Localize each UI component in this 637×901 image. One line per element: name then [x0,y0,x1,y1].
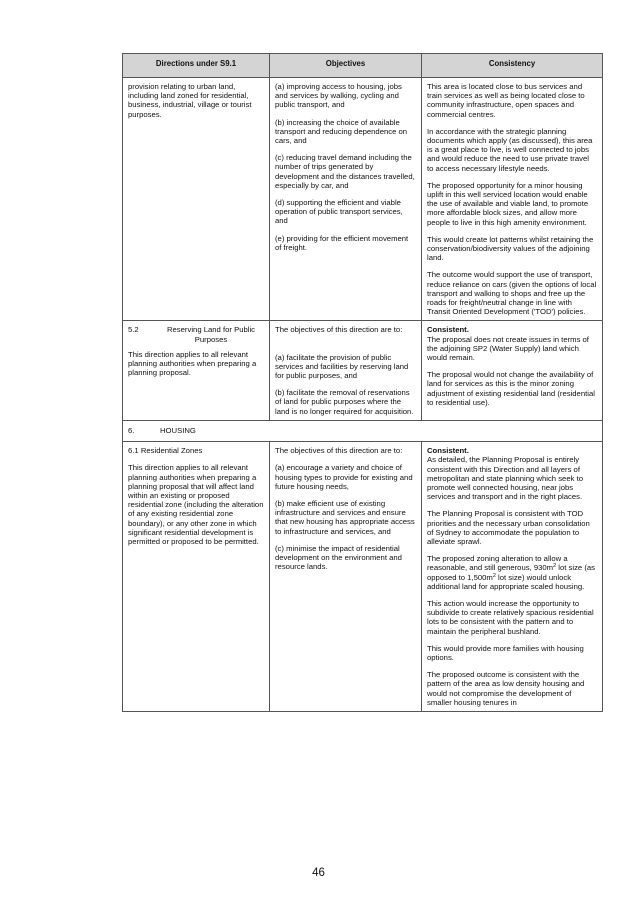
objective-item: (c) reducing travel demand including the number of trips generated by development and the distances travelled, especially by car, and [275,153,415,190]
consistency-paragraph: The proposed outcome is consistent with the pattern of the area as low density housing and would not compromise the development of smaller housing tenures in [427,670,585,707]
lot-size-text: The proposed zoning alteration to allow a reasonable, and still generous, 930m [427,554,568,573]
superscript: 2 [553,563,557,570]
objective-item: (d) supporting the efficient and viable operation of public transport services, and [275,198,403,226]
header-directions: Directions under S9.1 [123,54,270,78]
consistency-heading: Consistent. [427,446,469,456]
consistency-paragraph: The proposal does not create issues in terms of the adjoining SP2 (Water Supply) land which would remain. [427,334,589,363]
consistency-paragraph: The proposal would not change the availability of land for services as this is the minor zoning adjustment of existing residential land (residential to residential use). [427,370,595,407]
consistency-cell [422,442,603,712]
page-number: 46 [312,867,325,879]
consistency-heading: Consistent. [427,325,469,335]
direction-title: Reserving Land for Public Purposes [166,325,256,344]
consistency-paragraph: This would create lot patterns whilst retaining the conservation/biodiversity values of the adjoining land. [427,234,594,263]
consistency-paragraph: The Planning Proposal is consistent with TOD priorities and the necessary urban consolidation of Sydney to accommodate the population to alleviate sprawl. [427,509,590,546]
lot-size-text: lot size (as opposed to 1,500m [427,563,596,582]
objectives-intro: The objectives of this direction are to: [275,446,403,456]
consistency-cell [422,78,603,321]
objectives-intro: The objectives of this direction are to: [275,325,403,335]
direction-heading [128,325,264,343]
objective-item: (a) encourage a variety and choice of housing types to provide for existing and future housing needs, [275,463,413,491]
superscript: 2 [492,572,496,579]
direction-text: provision relating to urban land, including land zoned for residential, business, industrial, village or tourist purposes. [128,82,252,119]
table-header-row [123,54,603,78]
direction-applies: This direction applies to all relevant planning authorities when preparing a planning proposal. [128,349,257,378]
objective-item: (b) make efficient use of existing infrastructure and services and ensure that new housing has appropriate access to infrastructure and services, and [275,498,415,536]
table-row [123,442,603,712]
direction-applies: This direction applies to all relevant planning authorities when preparing a planning proposal that will affect land within an existing or proposed residential zone (including the alteration of any existing residential zone boundary), or any other zone in which significant residential development is permitted or proposed to be permitted. [128,463,264,546]
section-row [123,420,603,441]
objective-item: (a) facilitate the provision of public services and facilities by reserving land for public purposes, and [275,352,409,381]
table-row [123,321,603,420]
direction-cell [123,78,270,321]
objective-item: (b) increasing the choice of available transport and reducing dependence on cars, and [275,117,408,146]
lot-size-text: lot size) would unlock additional land for appropriate scaled housing. [427,572,585,591]
consistency-cell [422,321,603,420]
objective-item: (c) minimise the impact of residential development on the environment and resource lands. [275,543,402,572]
consistency-paragraph: In accordance with the strategic planning documents which apply (as discussed), this area is a great place to live, is well connected to jobs and would reduce the need to use private travel to access necessary lifestyle needs. [427,126,593,173]
objective-item: (e) providing for the efficient movement of freight. [275,233,409,252]
consistency-paragraph: The proposed opportunity for a minor housing uplift in this well serviced location would enable the use of available and viable land, to promote more affordable block sizes, and allow more people to live in this high amenity environment. [427,180,589,227]
consistency-paragraph: As detailed, the Planning Proposal is entirely consistent with this Direction and all layers of metropolitan and state planning which seek to promote well connected housing, near jobs services and transport and in the right places. [427,455,583,502]
consistency-paragraph: This would provide more families with housing options. [427,643,584,662]
section-number: 6. [128,425,135,435]
consistency-paragraph: This action would increase the opportunity to subdivide to create relatively spacious residential lots to be consistent with the pattern and to maintain the peripheral bushland. [427,598,594,636]
section-title: HOUSING [160,425,196,435]
header-consistency: Consistency [422,54,603,78]
lot-size-paragraph [427,554,597,591]
objectives-cell [270,78,422,321]
table-row [123,78,603,321]
objectives-cell [270,321,422,420]
direction-number: 5.2 [128,325,139,335]
header-objectives: Objectives [270,54,422,78]
direction-title: 6.1 Residential Zones [128,446,203,456]
direction-cell [123,442,270,712]
consistency-paragraph: This area is located close to bus services and train services as well as being located close to community infrastructure, open spaces and commercial centres. [427,82,585,119]
section-heading-cell [123,420,603,441]
objective-item: (a) improving access to housing, jobs and services by walking, cycling and public transport, and [275,82,402,110]
consistency-paragraph: The outcome would support the use of transport, reduce reliance on cars (given the options of local transport and walking to shops and free up the roads for freight/neutral change in line with Transit Oriented Development ('TOD') policies. [427,270,597,317]
direction-cell [123,321,270,420]
objective-item: (b) facilitate the removal of reservations of land for public purposes where the land is no longer required for acquisition. [275,388,414,416]
directions-table [122,53,603,712]
objectives-cell [270,442,422,712]
